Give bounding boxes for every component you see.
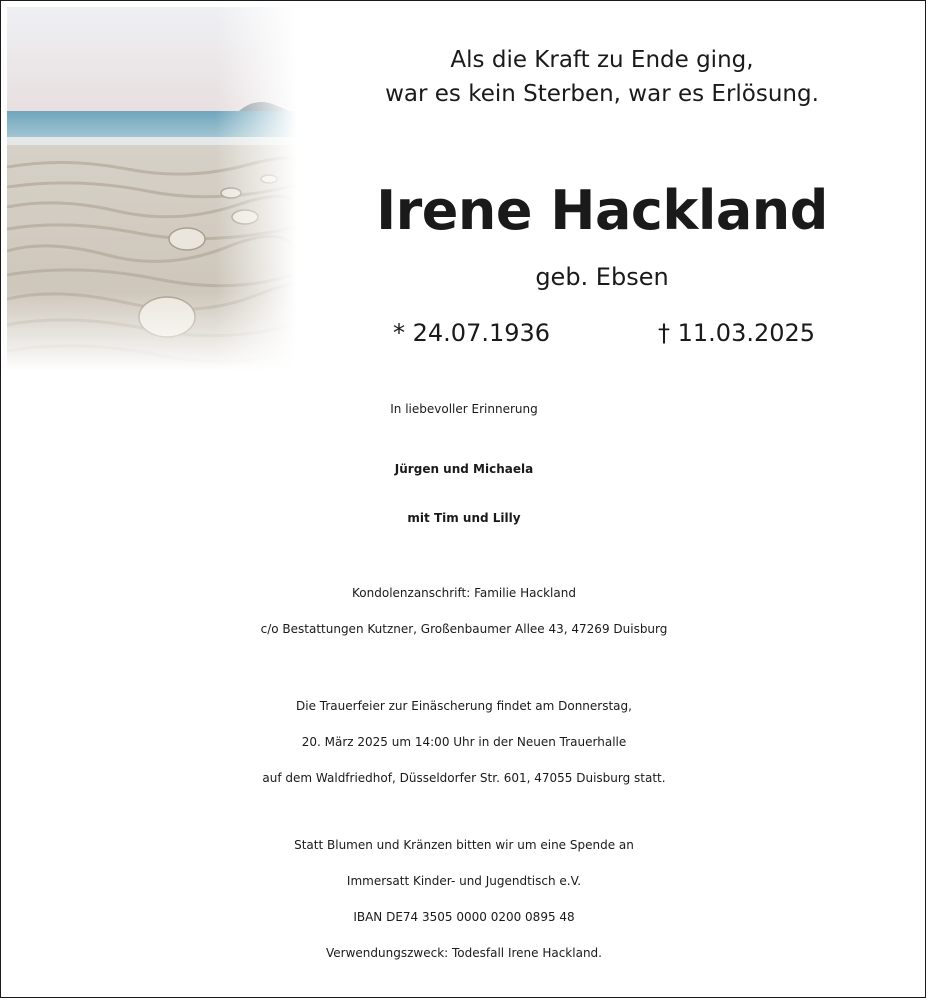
- birth-name: geb. Ebsen: [535, 263, 669, 291]
- death-date: † 11.03.2025: [658, 319, 816, 347]
- ceremony-line-2: 20. März 2025 um 14:00 Uhr in der Neuen Trauerhalle: [301, 735, 627, 749]
- quote-line-2: war es kein Sterben, war es Erlösung.: [385, 81, 819, 107]
- mourners-line-1: Jürgen und Michaela: [394, 462, 534, 476]
- donation-reference: Verwendungszweck: Todesfall Irene Hackland.: [326, 946, 602, 960]
- donation-line-1: Statt Blumen und Kränzen bitten wir um eine Spende an: [294, 838, 634, 852]
- donation-line-2: Immersatt Kinder- und Jugendtisch e.V.: [346, 874, 582, 888]
- condolence-line-1: Kondolenzanschrift: Familie Hackland: [352, 586, 576, 600]
- ceremony-line-1: Die Trauerfeier zur Einäscherung findet am Donnerstag,: [296, 699, 632, 713]
- quote: [297, 43, 907, 111]
- deceased-name: Irene Hackland: [376, 179, 828, 242]
- remembrance-intro: In liebevoller Erinnerung: [390, 402, 538, 416]
- ceremony-line-3: auf dem Waldfriedhof, Düsseldorfer Str. 601, 47055 Duisburg statt.: [262, 771, 666, 785]
- quote-line-1: Als die Kraft zu Ende ging,: [450, 47, 754, 73]
- donation-iban: IBAN DE74 3505 0000 0200 0895 48: [353, 910, 575, 924]
- mourners-line-2: mit Tim und Lilly: [407, 511, 521, 525]
- beach-footprints-image: [7, 7, 297, 371]
- birth-date: * 24.07.1936: [393, 319, 551, 347]
- condolence-line-2: c/o Bestattungen Kutzner, Großenbaumer Allee 43, 47269 Duisburg: [260, 622, 668, 636]
